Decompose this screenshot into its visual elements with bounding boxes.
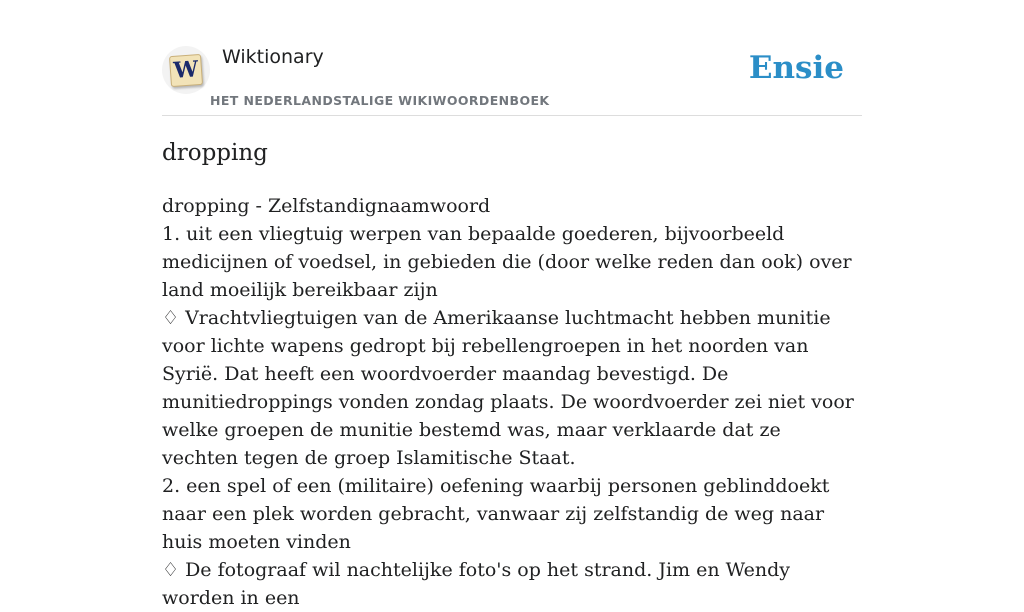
- site-tagline: HET NEDERLANDSTALIGE WIKIWOORDENBOEK: [210, 93, 550, 108]
- wiktionary-logo-icon: W: [169, 54, 203, 87]
- page: [162, 0, 862, 609]
- definition-2: 2. een spel of een (militaire) oefening waarbij personen geblinddoekt naar een plek worden gebracht, vanwaar zij zelfstandig de weg naar huis moeten vinden: [162, 475, 830, 553]
- entry-body: [162, 192, 862, 612]
- entry-heading: dropping - Zelfstandignaamwoord: [162, 195, 491, 217]
- site-name[interactable]: Wiktionary: [222, 46, 324, 68]
- example-1: ♢ Vrachtvliegtuigen van de Amerikaanse luchtmacht hebben munitie voor lichte wapens gedropt bij rebellengroepen in het noorden van Syrië. Dat heeft een woordvoerder maandag bevestigd. De munitiedroppings vonden zondag plaats. De woordvoerder zei niet voor welke groepen de munitie bestemd was, maar verklaarde dat ze vechten tegen de groep Islamitische Staat.: [162, 307, 854, 469]
- page-title: dropping: [162, 140, 268, 166]
- wiktionary-logo[interactable]: [162, 46, 210, 94]
- site-header: [162, 0, 862, 116]
- ensie-brand-link[interactable]: Ensie: [748, 50, 844, 86]
- definition-1: 1. uit een vliegtuig werpen van bepaalde goederen, bijvoorbeeld medicijnen of voedsel, in gebieden die (door welke reden dan ook) over land moeilijk bereikbaar zijn: [162, 223, 852, 301]
- example-2: ♢ De fotograaf wil nachtelijke foto's op het strand. Jim en Wendy worden in een: [162, 559, 790, 609]
